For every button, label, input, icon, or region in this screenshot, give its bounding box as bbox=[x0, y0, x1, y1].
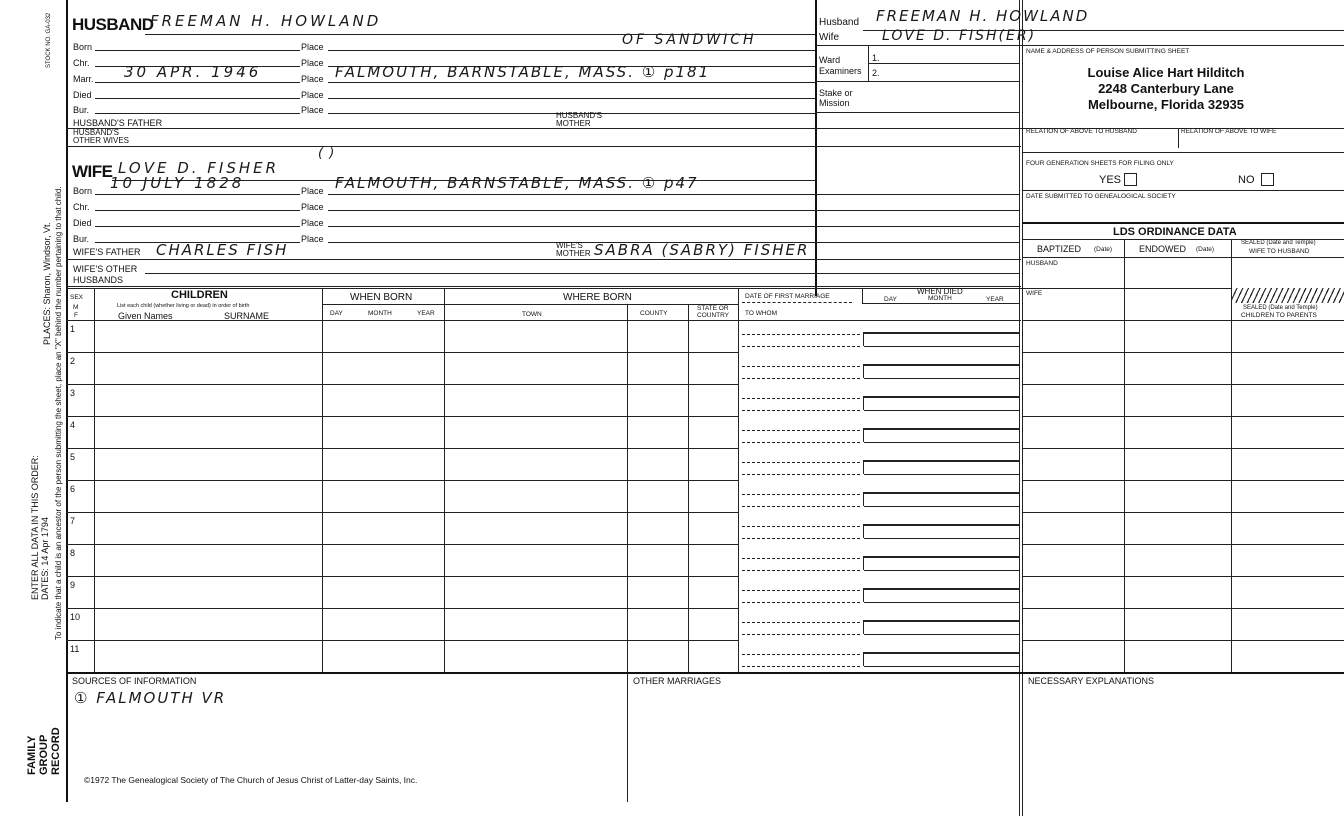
wifes-other-husbands-label: HUSBANDS bbox=[73, 275, 124, 285]
child-row[interactable] bbox=[95, 544, 1019, 576]
examiners-label: Examiners bbox=[819, 66, 862, 76]
children-header: CHILDREN bbox=[171, 289, 228, 301]
submitter-street[interactable]: 2248 Canterbury Lane bbox=[1098, 81, 1234, 96]
child-row-number: 10 bbox=[70, 612, 81, 622]
stock-number: STOCK NO. GA-032 bbox=[46, 12, 52, 68]
child-row[interactable] bbox=[95, 384, 1019, 416]
right-divider-2 bbox=[1022, 0, 1023, 816]
child-row-number: 11 bbox=[70, 644, 80, 654]
when-born-header: WHEN BORN bbox=[350, 292, 413, 303]
wife-name-parenthesis: ( ) bbox=[318, 146, 336, 161]
given-names-header: Given Names bbox=[118, 311, 173, 321]
wife-born-place[interactable]: FALMOUTH, BARNSTABLE, MASS. ① p47 bbox=[335, 174, 699, 192]
submitter-label: NAME & ADDRESS OF PERSON SUBMITTING SHEET bbox=[1026, 48, 1190, 55]
child-row[interactable] bbox=[95, 576, 1019, 608]
husbands-other-wives-label: OTHER WIVES bbox=[73, 136, 130, 145]
wife-born-date[interactable]: 10 JULY 1828 bbox=[110, 174, 245, 192]
submitter-name[interactable]: Louise Alice Hart Hilditch bbox=[1087, 65, 1245, 80]
child-row-number: 4 bbox=[70, 420, 76, 430]
sources-value[interactable]: ① FALMOUTH VR bbox=[74, 689, 227, 707]
four-generation-label: FOUR GENERATION SHEETS FOR FILING ONLY bbox=[1026, 160, 1174, 167]
child-row[interactable] bbox=[95, 608, 1019, 640]
left-border bbox=[66, 0, 68, 802]
yes-checkbox[interactable] bbox=[1124, 173, 1137, 186]
form-title-group: GROUP bbox=[38, 734, 50, 775]
marr-label: Marr. bbox=[73, 74, 94, 84]
hatched-cell bbox=[1232, 288, 1344, 303]
child-row-number: 5 bbox=[70, 452, 76, 462]
sealed-wife-husband-header: WIFE TO HUSBAND bbox=[1249, 248, 1310, 255]
child-row-number: 9 bbox=[70, 580, 76, 590]
right-husband-name[interactable]: FREEMAN H. HOWLAND bbox=[876, 7, 1090, 25]
dates-instruction: DATES: 14 Apr 1794 bbox=[40, 517, 50, 600]
born-place-label: Place bbox=[301, 42, 324, 52]
endowed-header: ENDOWED bbox=[1139, 244, 1186, 254]
husband-name[interactable]: FREEMAN H. HOWLAND bbox=[150, 12, 382, 30]
husbands-mother-label: MOTHER bbox=[556, 119, 591, 128]
children-instruction: List each child (whether living or dead) in order of birth bbox=[117, 303, 250, 309]
stake-label: Stake or bbox=[819, 88, 853, 98]
ancestor-instruction: To indicate that a child is an ancestor of the person submitting the sheet, place an "X" behind the number pertaining to that child. bbox=[54, 186, 63, 640]
places-instruction: PLACES: Sharon, Windsor, Vt. bbox=[42, 221, 52, 345]
child-row[interactable] bbox=[95, 512, 1019, 544]
right-divider bbox=[1019, 0, 1020, 816]
form-title-record: RECORD bbox=[50, 727, 62, 775]
child-row-number: 1 bbox=[70, 324, 76, 334]
child-row[interactable] bbox=[95, 416, 1019, 448]
right-wife-label: Wife bbox=[819, 32, 839, 43]
child-row-number: 8 bbox=[70, 548, 76, 558]
wifes-mother-name[interactable]: SABRA (SABRY) FISHER bbox=[594, 241, 810, 259]
mission-label: Mission bbox=[819, 98, 850, 108]
chr-label: Chr. bbox=[73, 58, 90, 68]
marriage-place[interactable]: FALMOUTH, BARNSTABLE, MASS. ① p181 bbox=[335, 63, 711, 81]
date-submitted-label: DATE SUBMITTED TO GENEALOGICAL SOCIETY bbox=[1026, 193, 1176, 200]
bur-label: Bur. bbox=[73, 105, 90, 115]
wifes-father-name[interactable]: CHARLES FISH bbox=[156, 241, 289, 259]
wife-label: WIFE bbox=[72, 162, 113, 181]
child-row[interactable] bbox=[95, 448, 1019, 480]
relation-husband-label: RELATION OF ABOVE TO HUSBAND bbox=[1026, 128, 1137, 135]
lds-wife-label: WIFE bbox=[1026, 290, 1043, 297]
child-row[interactable] bbox=[95, 320, 1019, 352]
when-died-header: WHEN DIED bbox=[917, 287, 963, 296]
right-wife-name[interactable]: LOVE D. FISH(ER) bbox=[882, 28, 1037, 44]
wifes-father-label: WIFE'S FATHER bbox=[73, 247, 141, 257]
child-row-number: 3 bbox=[70, 388, 76, 398]
right-husband-label: Husband bbox=[819, 17, 860, 28]
necessary-explanations-label: NECESSARY EXPLANATIONS bbox=[1028, 676, 1155, 686]
baptized-header: BAPTIZED bbox=[1037, 244, 1082, 254]
marriage-date[interactable]: 30 APR. 1946 bbox=[124, 63, 262, 81]
ward-label: Ward bbox=[819, 55, 841, 65]
husbands-father-label: HUSBAND'S FATHER bbox=[73, 118, 163, 128]
wifes-mother-label: MOTHER bbox=[556, 249, 591, 258]
lds-husband-label: HUSBAND bbox=[1026, 260, 1058, 267]
submitter-city[interactable]: Melbourne, Florida 32935 bbox=[1087, 97, 1245, 112]
died-label: Died bbox=[73, 90, 92, 100]
wife-name[interactable]: LOVE D. FISHER bbox=[118, 159, 280, 177]
form-title-family: FAMILY bbox=[26, 735, 38, 775]
enter-instruction: ENTER ALL DATA IN THIS ORDER: bbox=[30, 455, 40, 600]
sex-header: SEX bbox=[70, 294, 84, 301]
born-label: Born bbox=[73, 42, 93, 52]
no-checkbox[interactable] bbox=[1261, 173, 1274, 186]
other-marriages-label: OTHER MARRIAGES bbox=[633, 676, 722, 686]
child-row[interactable] bbox=[95, 352, 1019, 384]
child-row-number: 2 bbox=[70, 356, 76, 366]
child-row[interactable] bbox=[95, 640, 1019, 672]
lds-title: LDS ORDINANCE DATA bbox=[1113, 226, 1237, 238]
husband-label: HUSBAND bbox=[72, 15, 154, 34]
state-country-header: COUNTRY bbox=[697, 312, 730, 319]
first-marriage-header: DATE OF FIRST MARRIAGE bbox=[745, 293, 830, 300]
relation-wife-label: RELATION OF ABOVE TO WIFE bbox=[1181, 128, 1277, 135]
sources-label: SOURCES OF INFORMATION bbox=[72, 676, 197, 686]
child-row[interactable] bbox=[95, 480, 1019, 512]
husband-born-place[interactable]: OF SANDWICH bbox=[622, 32, 757, 48]
child-row-number: 6 bbox=[70, 484, 76, 494]
copyright: ©1972 The Genealogical Society of The Church of Jesus Christ of Latter-day Saints, Inc. bbox=[84, 775, 418, 785]
surname-header: SURNAME bbox=[224, 311, 270, 321]
where-born-header: WHERE BORN bbox=[563, 292, 632, 303]
child-row-number: 7 bbox=[70, 516, 76, 526]
sealed-children-header: CHILDREN TO PARENTS bbox=[1241, 312, 1317, 319]
